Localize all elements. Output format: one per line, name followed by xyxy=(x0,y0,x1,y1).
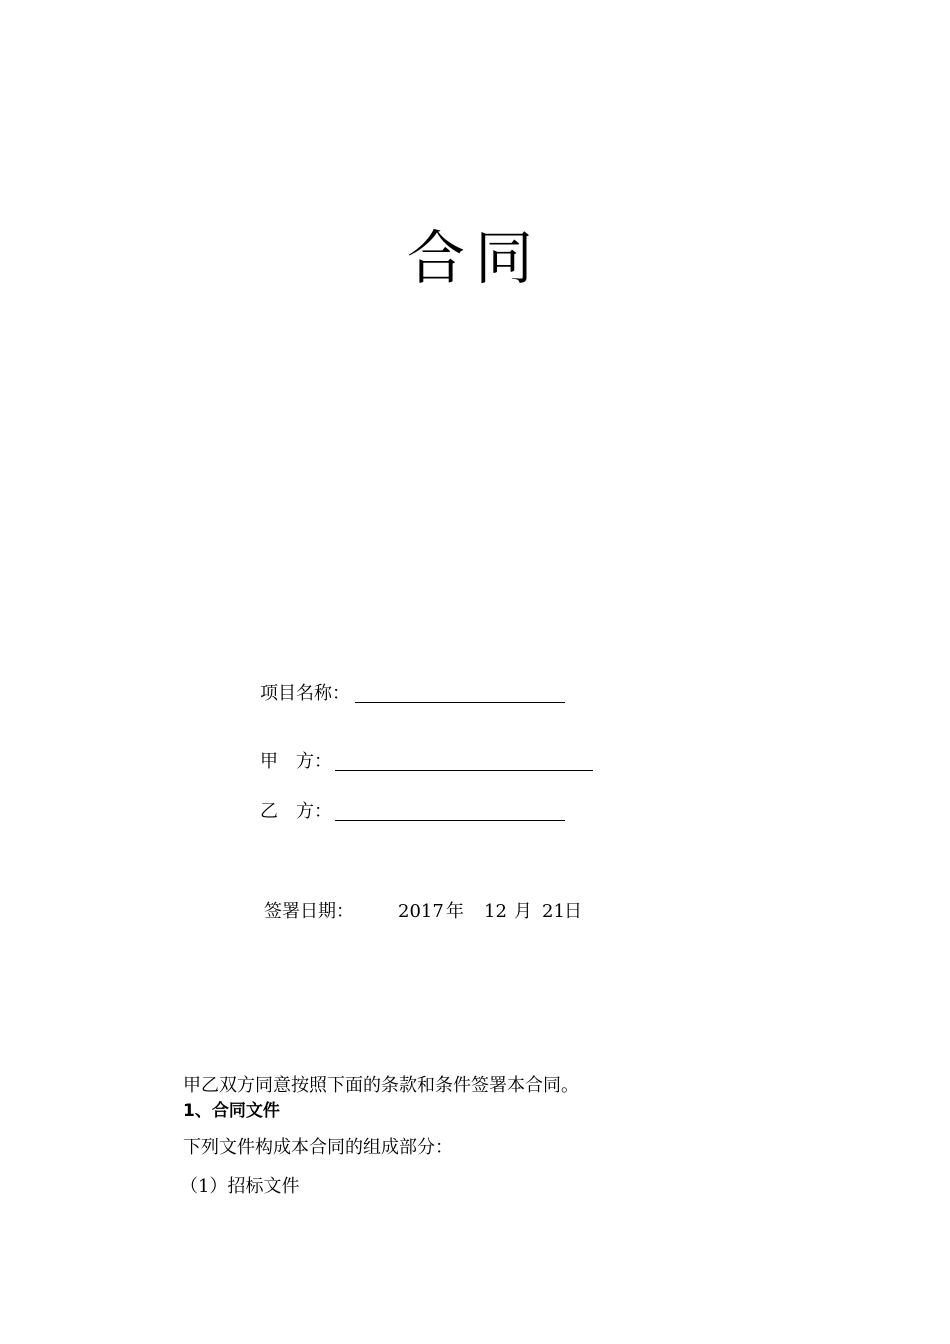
signing-month: 12 xyxy=(484,901,507,922)
project-name-row xyxy=(260,682,350,706)
signing-year: 2017 xyxy=(398,901,444,922)
section-1-intro: 下列文件构成本合同的组成部分： xyxy=(183,1137,453,1158)
project-name-label: 项目名称： xyxy=(260,683,350,704)
party-b-row xyxy=(260,800,332,824)
signing-day: 21 xyxy=(542,901,565,922)
document-title: 合同 xyxy=(406,224,543,292)
party-b-blank xyxy=(335,820,565,821)
signing-year-unit: 年 xyxy=(446,901,464,922)
party-a-row xyxy=(260,750,332,774)
signing-date-label: 签署日期： xyxy=(264,901,354,922)
party-a-label: 甲 方： xyxy=(260,751,332,772)
party-a-blank xyxy=(335,770,593,771)
intro-paragraph: 甲乙双方同意按照下面的条款和条件签署本合同。 xyxy=(183,1075,579,1096)
signing-day-unit: 日 xyxy=(564,901,582,922)
signing-month-unit: 月 xyxy=(514,901,532,922)
section-1-heading: 1、合同文件 xyxy=(183,1101,280,1121)
party-b-label: 乙 方： xyxy=(260,801,332,822)
project-name-blank xyxy=(355,702,565,703)
list-item-1: （1）招标文件 xyxy=(180,1176,300,1197)
